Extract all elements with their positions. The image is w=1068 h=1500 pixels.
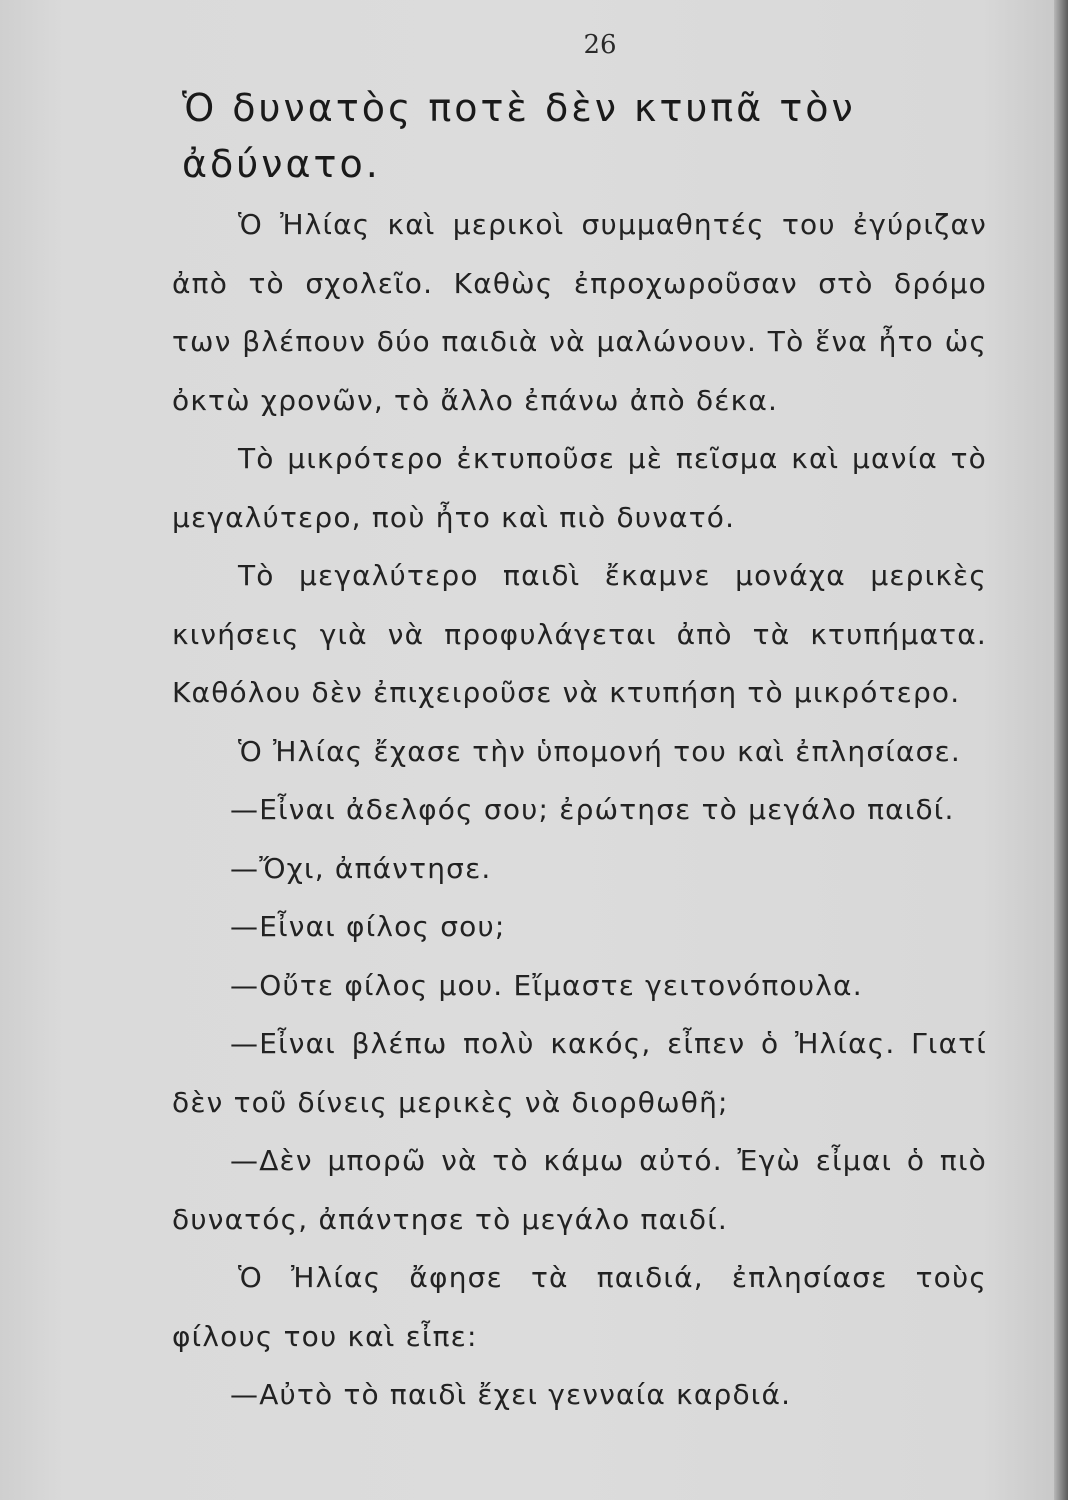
dialogue-line: —Αὐτὸ τὸ παιδὶ ἔχει γενναία καρδιά. [230,1378,792,1411]
paragraph-smaller-hits: Τὸ μικρότερο ἐκτυποῦσε μὲ πεῖσμα καὶ μανία τὸ μεγαλύτερο, ποὺ ἦτο καὶ πιὸ δυνατό. [172,442,987,534]
dialogue-line: —Εἶναι φίλος σου; [230,910,506,943]
story-body [172,196,987,1425]
page-number: 26 [583,30,617,60]
paragraph-bigger-defends: Τὸ μεγαλύτερο παιδὶ ἔκαμνε μονάχα μερικὲς κινήσεις γιὰ νὰ προφυλάγεται ἀπὸ τὰ κτυπήματα. Καθόλου δὲν ἐπιχειροῦσε νὰ κτυπήση τὸ μικρότερο. [172,559,987,709]
dialogue-line: —Εἶναι βλέπω πολὺ κακός, εἶπεν ὁ Ἠλίας. Γιατί δὲν τοῦ δίνεις μερικὲς νὰ διορθωθῆ; [172,1027,987,1119]
dialogue-line: —Δὲν μπορῶ νὰ τὸ κάμω αὐτό. Ἐγὼ εἶμαι ὁ πιὸ δυνατός, ἀπάντησε τὸ μεγάλο παιδί. [172,1144,987,1236]
paragraph-elias-approaches: Ὁ Ἠλίας ἔχασε τὴν ὑπομονή του καὶ ἐπλησίασε. [238,734,962,768]
paragraph-elias-speaks: Ὁ Ἠλίας ἄφησε τὰ παιδιά, ἐπλησίασε τοὺς φίλους του καὶ εἶπε: [172,1261,987,1353]
dialogue-line: —Εἶναι ἀδελφός σου; ἐρώτησε τὸ μεγάλο παιδί. [230,793,955,826]
paragraph-intro: Ὁ Ἠλίας καὶ μερικοὶ συμμαθητές του ἐγύριζαν ἀπὸ τὸ σχολεῖο. Καθὼς ἐπροχωροῦσαν στὸ δρόμο των βλέπουν δύο παιδιὰ νὰ μαλώνουν. Τὸ ἕνα ἦτο ὡς ὀκτὼ χρονῶν, τὸ ἄλλο ἐπάνω ἀπὸ δέκα. [172,208,987,417]
dialogue-line: —Ὄχι, ἀπάντησε. [230,851,492,885]
story-title: Ὁ δυνατὸς ποτὲ δὲν κτυπᾶ τὸν ἀδύνατο. [182,86,856,186]
book-spine-shadow [1054,0,1068,1500]
dialogue-line: —Οὔτε φίλος μου. Εἴμαστε γειτονόπουλα. [230,968,863,1002]
